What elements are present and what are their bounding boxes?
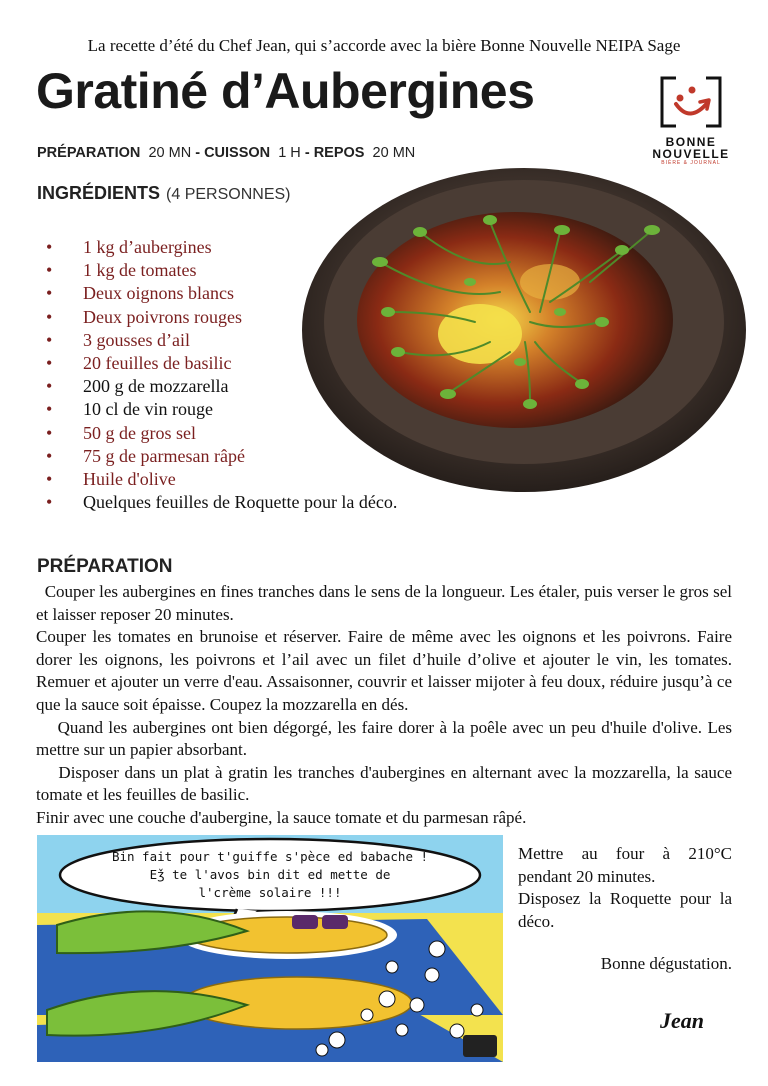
rest-label: REPOS [313,145,365,161]
logo-line-2: NOUVELLE [652,147,730,161]
bullet-icon: • [46,492,53,513]
logo-tagline: BIÈRE & JOURNAL [661,160,721,166]
corn-cartoon-illustration [37,835,503,1062]
ingredients-heading [37,183,290,204]
smiley-logo-icon [646,72,736,134]
bullet-icon: • [46,283,53,304]
preparation-step: Couper les tomates en brunoise et réserver. Faire de même avec les oignons et les poivrons. Faire dorer les oignons, les poivrons et l’ail avec un filet d’huile d’olive et ajouter le vin, les tomates. Remuer et ajouter un verre d'eau. Assaisonner, couvrir et laisser mijoter à feu doux, réduire jusqu’à ce que la sauce soit épaisse. Coupez la mozzarella en dés. [36,627,732,714]
ingredient-text: 1 kg d’aubergines [83,237,212,257]
bullet-icon: • [46,329,53,350]
final-steps [518,843,732,933]
ingredient-text: 3 gousses d’ail [83,329,190,350]
cook-value: 1 H [278,145,301,161]
prep-label: PRÉPARATION [37,145,141,161]
bullet-icon: • [46,469,53,490]
preparation-text [36,581,732,830]
speech-line-3: l'crème solaire !!! [198,885,342,900]
ingredients-title: INGRÉDIENTS [37,183,161,203]
bullet-icon: • [46,237,53,257]
preparation-step: Quand les aubergines ont bien dégorgé, les faire dorer à la poêle avec un peu d'huile d'olive. Les mettre sur un papier absorbant. [36,717,732,760]
recipe-timings [37,145,415,161]
rest-value: 20 MN [372,145,416,161]
prep-value: 20 MN [148,145,192,161]
ingredient-text: 200 g de mozzarella [83,376,229,397]
deco-instruction: Disposez la Roquette pour la déco. [518,889,732,931]
gratin-dish-photo [300,162,750,502]
ingredient-text: 10 cl de vin rouge [83,399,213,420]
bullet-icon: • [46,399,53,420]
preparation-step: Disposer dans un plat à gratin les tranches d'aubergines en alternant avec la mozzarella, la sauce tomate et les feuilles de basilic. [36,762,732,805]
bullet-icon: • [46,445,53,466]
closing-line: Bonne dégustation. [600,954,732,973]
ingredient-text: Quelques feuilles de Roquette pour la déco. [83,492,398,513]
ingredient-text: Deux poivrons rouges [83,306,242,327]
bonne-nouvelle-logo [646,72,736,172]
logo-line-1: BONNE [665,135,717,149]
bullet-icon: • [46,376,53,397]
bullet-icon: • [46,306,53,327]
servings: (4 PERSONNES) [166,186,291,203]
ingredient-text: Huile d'olive [83,469,176,490]
bullet-icon: • [46,260,53,281]
tagline: La recette d’été du Chef Jean, qui s’accorde avec la bière Bonne Nouvelle NEIPA Sage [87,36,681,55]
ingredient-text: 20 feuilles de basilic [83,353,232,374]
separator: - [195,145,201,161]
ingredient-text: 50 g de gros sel [83,422,196,443]
speech-line-1: Bin fait pour t'guiffe s'pèce ed babache ! [111,849,429,864]
bullet-icon: • [46,353,53,374]
ingredient-text: 75 g de parmesan râpé [83,445,245,466]
recipe-title: Gratiné d’Aubergines [36,63,535,119]
preparation-step: Finir avec une couche d'aubergine, la sauce tomate et du parmesan râpé. [36,807,527,827]
chef-signature: Jean [660,1008,704,1033]
separator: - [304,145,310,161]
ingredient-text: Deux oignons blancs [83,283,234,304]
preparation-step: Couper les aubergines en fines tranches dans le sens de la longueur. Les étaler, puis verser le gros sel et laisser reposer 20 minutes. [36,582,732,624]
oven-instruction: Mettre au four à 210°C pendant 20 minutes. [518,844,732,886]
preparation-heading: PRÉPARATION [37,556,173,577]
ingredient-text: 1 kg de tomates [83,260,197,281]
speech-line-2: Eǯ te l'avos bin dit ed mette de [149,867,391,882]
cook-label: CUISSON [204,145,271,161]
bullet-icon: • [46,422,53,443]
